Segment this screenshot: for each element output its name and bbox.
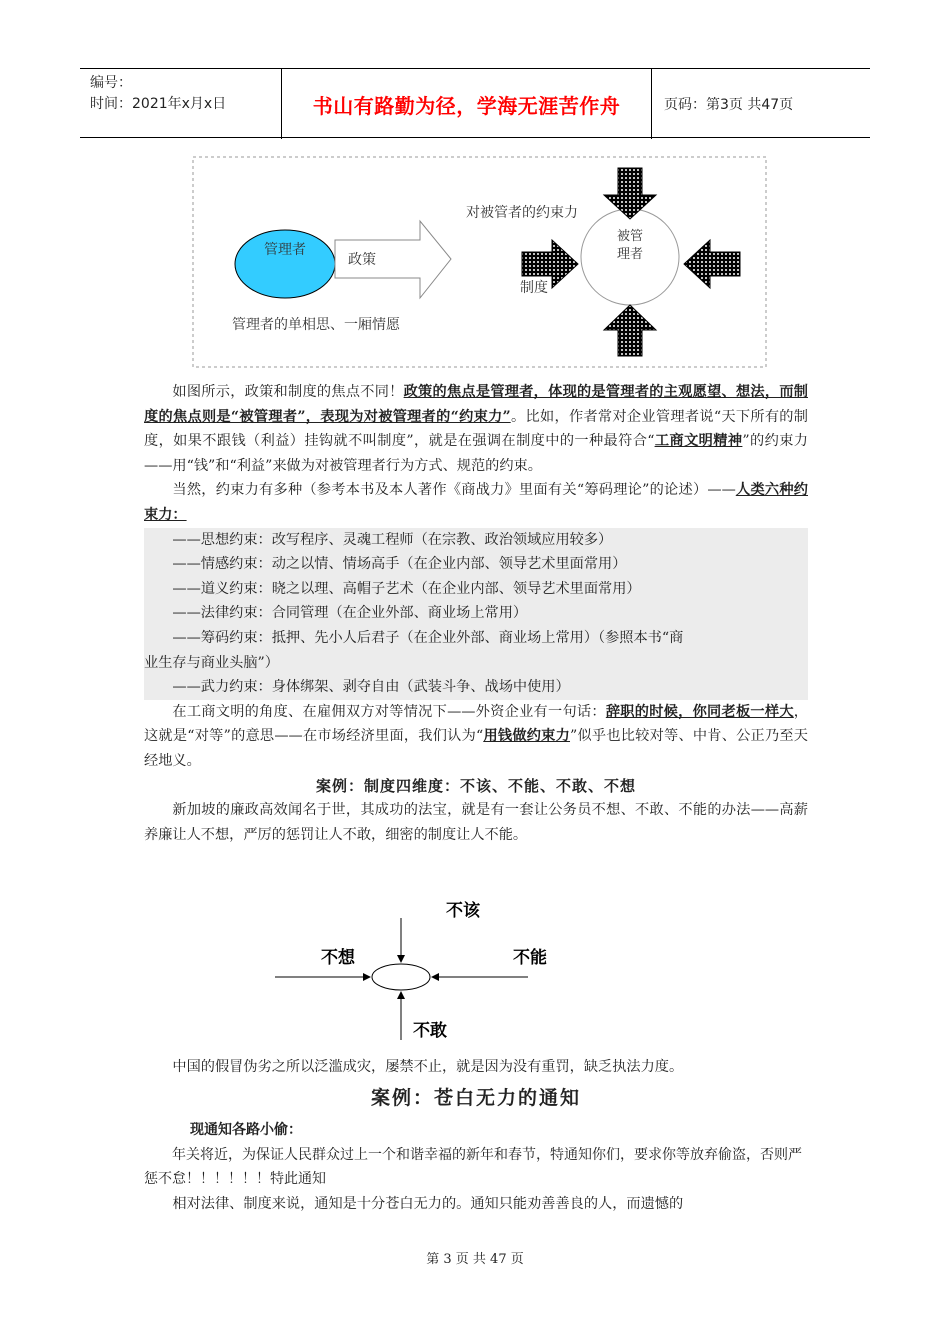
p3-bold-1: 辞职的时候，你同老板一样大	[605, 703, 794, 720]
header-page-info: 页码：第3页 共47页	[664, 97, 794, 113]
body-section-2	[144, 1055, 808, 1217]
p3-text-3: ”似乎也比较对等、中肯、公正乃至天经地义。	[144, 728, 808, 769]
time-label: 时间：2021年x月x日	[90, 96, 227, 112]
p2-text: 当然，约束力有多种（参考本书及本人著作《商战力》里面有关“筹码理论”的论述）——	[172, 482, 736, 499]
four-dimensions-diagram	[0, 880, 950, 1050]
manager-label: 管理者	[264, 242, 306, 258]
policy-vs-system-diagram	[0, 0, 950, 380]
manager-ellipse	[235, 230, 335, 298]
page-footer: 第 3 页 共 47 页	[426, 1252, 524, 1267]
notice-comment: 相对法律、制度来说，通知是十分苍白无力的。通知只能劝善善良的人，而遗憾的	[172, 1195, 684, 1212]
managed-label-2: 理者	[616, 247, 644, 262]
system-label: 制度	[520, 280, 548, 296]
constraint-item: ——筹码约束：抵押、先小人后君子（在企业外部、商业场上常用）（参照本书“商	[172, 629, 684, 646]
header-motto: 书山有路勤为径，学海无涯苦作舟	[282, 69, 652, 139]
label-top: 不该	[446, 901, 480, 921]
p3-text-2: ，这就是“对等”的意思——在市场经济里面，我们认为“	[144, 703, 808, 745]
notice-text: 年关将近，为保证人民群众过上一个和谐幸福的新年和春节，特通知你们，要求你等放弃偷盗，否则严惩不怠！！！！！！特此通知	[144, 1146, 802, 1188]
p1-text-3: ”的约束力——用“钱”和“利益”来做为对被管理者行为方式、规范的约束。	[144, 433, 808, 474]
arrow-bottom	[604, 305, 656, 356]
arrow-right	[684, 240, 740, 288]
constraint-item-cont: 业生存与商业头脑”）	[144, 654, 279, 671]
label-bottom: 不敢	[413, 1021, 447, 1041]
p1-text-2: 。比如，作者常对企业管理者说“天下所有的制度，如果不跟钱（利益）挂钩就不叫制度”，就是在强调在制度中的一种最符合“	[144, 408, 808, 450]
case1-text: 新加坡的廉政高效闻名于世，其成功的法宝，就是有一套让公务员不想、不敢、不能的办法——高薪养廉让人不想，严厉的惩罚让人不敢，细密的制度让人不能。	[144, 802, 808, 843]
p3-bold-2: 用钱做约束力	[483, 728, 571, 745]
constraint-item: ——思想约束：改写程序、灵魂工程师（在宗教、政治领域应用较多）	[172, 531, 613, 548]
body-section-1	[144, 380, 808, 847]
p2-bold: 人类六种约束力：	[144, 482, 808, 523]
managed-label-1: 被管	[616, 229, 644, 244]
p1-bold-1: 政策的焦点是管理者，体现的是管理者的主观愿望、想法，而制度的焦点则是“被管理者”，表现为对被管理者的“约束力”	[144, 384, 808, 425]
constraints-list	[144, 528, 808, 700]
constraint-item: ——武力约束：身体绑架、剥夺自由（武装斗争、战场中使用）	[172, 679, 570, 696]
paragraph-constraints-intro	[144, 478, 808, 527]
constraint-item: ——情感约束：动之以情、情场高手（在企业内部、领导艺术里面常用）	[172, 556, 627, 573]
p1-bold-2: 工商文明精神	[654, 433, 743, 450]
paragraph-counterfeit: 中国的假冒伪劣之所以泛滥成灾，屡禁不止，就是因为没有重罚，缺乏执法力度。	[172, 1059, 684, 1075]
p3-text-1: 在工商文明的角度、在雇佣双方对等情况下——外资企业有一句话：	[172, 703, 606, 720]
arrow-top	[604, 168, 656, 219]
one-sided-label: 管理者的单相思、一厢情愿	[232, 317, 400, 333]
label-left: 不想	[321, 948, 355, 968]
constraint-label: 对被管者的约束力	[466, 205, 578, 221]
constraint-item: ——道义约束：晓之以理、高帽子艺术（在企业内部、领导艺术里面常用）	[172, 580, 641, 597]
constraint-item: ——法律约束：合同管理（在企业外部、商业场上常用）	[172, 605, 528, 622]
case1-title: 案例：制度四维度：不该、不能、不敢、不想	[315, 776, 636, 795]
label-right: 不能	[513, 948, 547, 968]
paragraph-equality	[144, 700, 808, 774]
p1-text-1: 如图所示，政策和制度的焦点不同！	[172, 384, 404, 400]
policy-label: 政策	[348, 252, 376, 268]
center-ellipse	[372, 964, 430, 990]
notice-heading: 现通知各路小偷：	[190, 1122, 302, 1139]
case2-title: 案例：苍白无力的通知	[370, 1086, 581, 1109]
number-label: 编号：	[90, 75, 132, 91]
paragraph-focus	[144, 380, 808, 478]
